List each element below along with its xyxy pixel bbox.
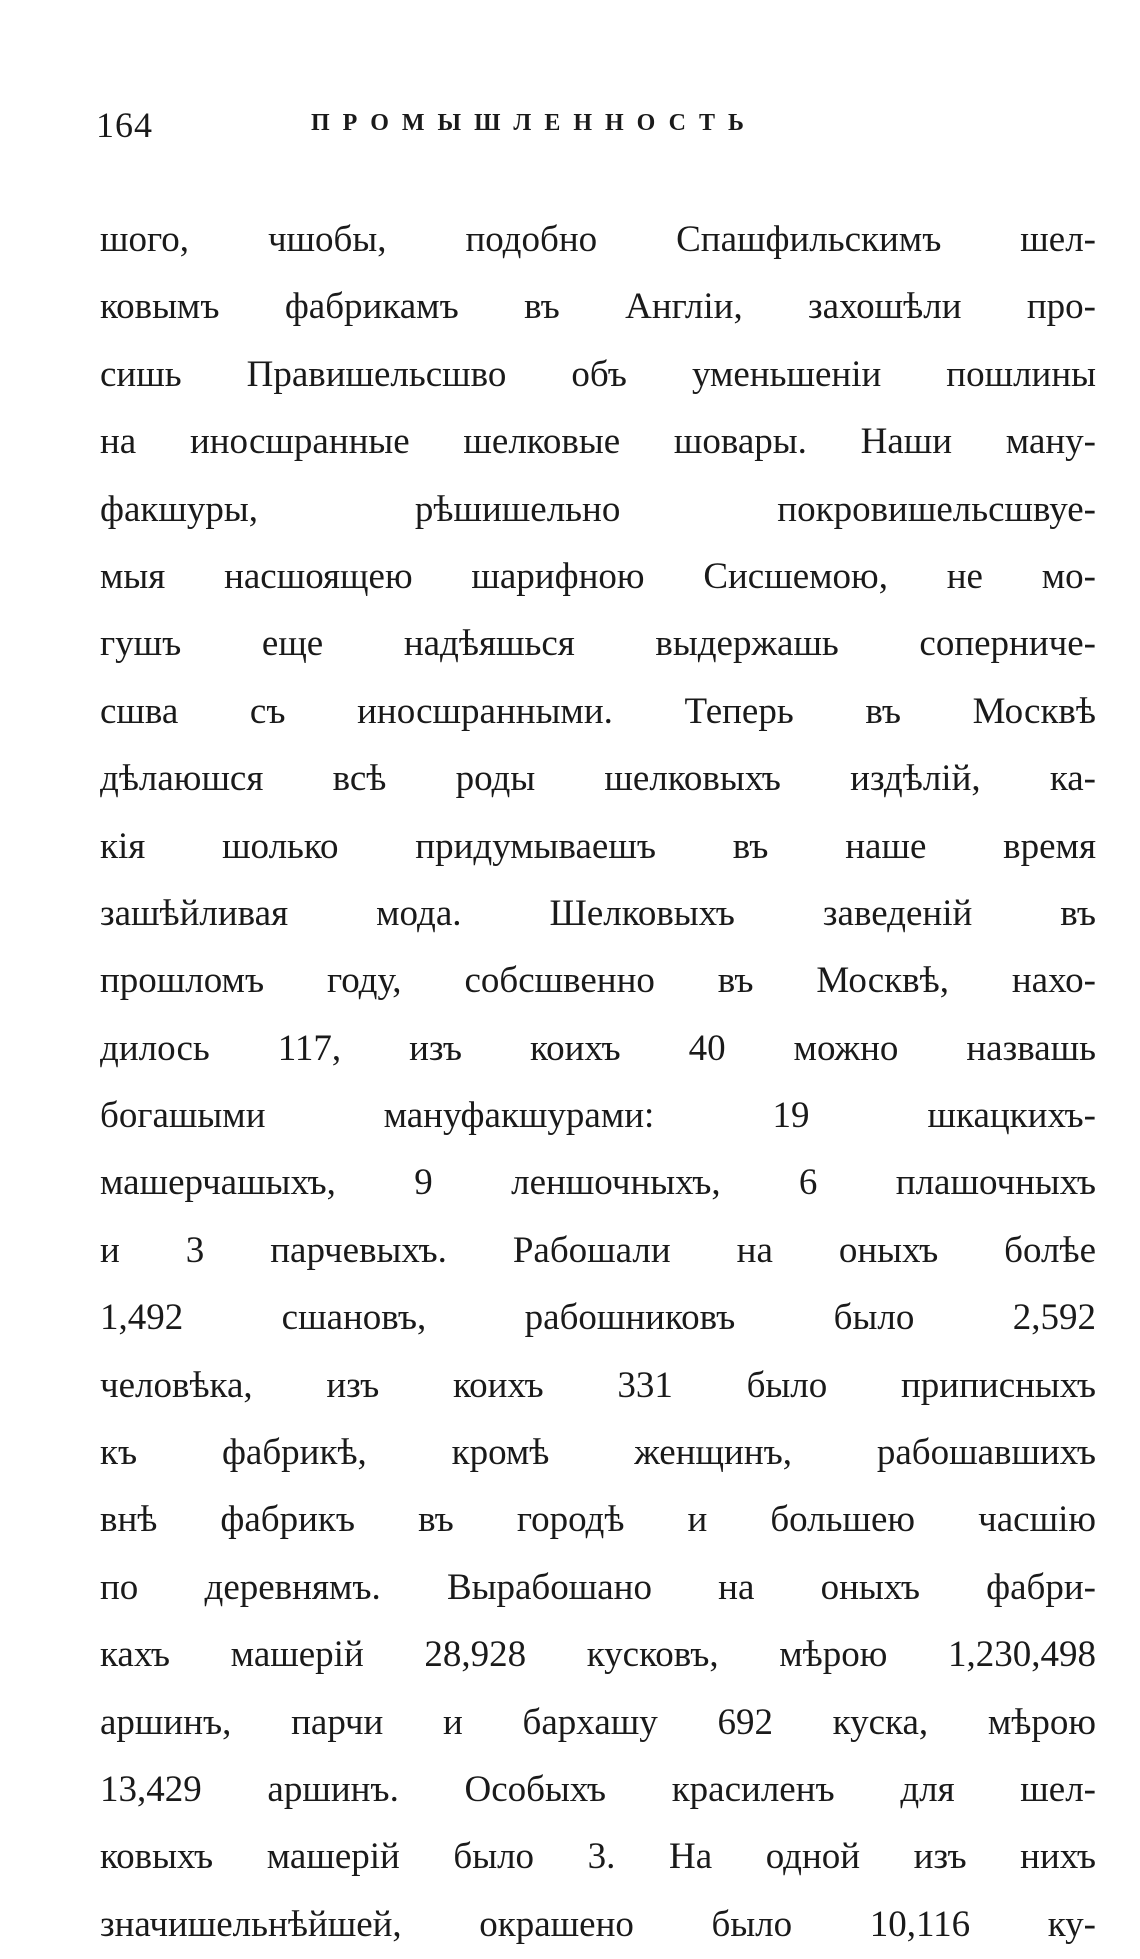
text-line: и 3 парчевыхъ. Рабошали на оныхъ болѣе — [100, 1229, 1096, 1271]
page-header — [96, 96, 1096, 156]
text-line: значишельнѣйшей, окрашено было 10,116 ку- — [100, 1903, 1096, 1945]
text-line: дѣлаюшся всѣ роды шелковыхъ издѣлій, ка- — [100, 758, 1096, 800]
text-line: ковымъ фабрикамъ въ Англіи, захошѣли про- — [100, 286, 1096, 328]
text-line: по деревнямъ. Вырабошано на оныхъ фабри- — [100, 1566, 1096, 1608]
text-line: гушъ еще надѣяшься выдержашь соперниче- — [100, 623, 1096, 665]
text-line: на иносшранные шелковые шовары. Наши ману- — [100, 421, 1096, 463]
page-number: 164 — [96, 105, 153, 145]
running-head: ПРОМЫШЛЕННОСТЬ — [311, 110, 757, 136]
text-line: ковыхъ машерій было 3. На одной изъ нихъ — [100, 1836, 1096, 1878]
text-line: богашыми мануфакшурами: 19 шкацкихъ- — [100, 1095, 1096, 1137]
text-line: 1,492 сшановъ, рабошниковъ было 2,592 — [100, 1297, 1096, 1339]
text-line: факшуры, рѣшишельно покровишельсшвуе- — [100, 488, 1096, 530]
text-line: человѣка, изъ коихъ 331 было приписныхъ — [100, 1364, 1096, 1406]
text-line: аршинъ, парчи и бархашу 692 куска, мѣрою — [100, 1701, 1096, 1743]
text-line: кахъ машерій 28,928 кусковъ, мѣрою 1,230,498 — [100, 1634, 1096, 1676]
text-line: зашѣйливая мода. Шелковыхъ заведеній въ — [100, 892, 1096, 934]
text-line: внѣ фабрикъ въ городѣ и большею часшію — [100, 1499, 1096, 1541]
text-line: прошломъ году, собсшвенно въ Москвѣ, нахо- — [100, 960, 1096, 1002]
body-text — [100, 206, 1096, 1958]
text-line: кія шолько придумываешъ въ наше время — [100, 825, 1096, 867]
text-line: 13,429 аршинъ. Особыхъ красиленъ для шел- — [100, 1768, 1096, 1810]
text-line: мыя насшоящею шарифною Сисшемою, не мо- — [100, 555, 1096, 597]
text-line: дилось 117, изъ коихъ 40 можно назвашь — [100, 1027, 1096, 1069]
text-line: машерчашыхъ, 9 леншочныхъ, 6 плашочныхъ — [100, 1162, 1096, 1204]
text-line: сшва съ иносшранными. Теперь въ Москвѣ — [100, 690, 1096, 732]
text-line: сишь Правишельсшво объ уменьшеніи пошлины — [100, 353, 1096, 395]
text-line: шого, чшобы, подобно Спашфильскимъ шел- — [100, 219, 1096, 260]
text-line: къ фабрикѣ, кромѣ женщинъ, рабошавшихъ — [100, 1432, 1096, 1474]
